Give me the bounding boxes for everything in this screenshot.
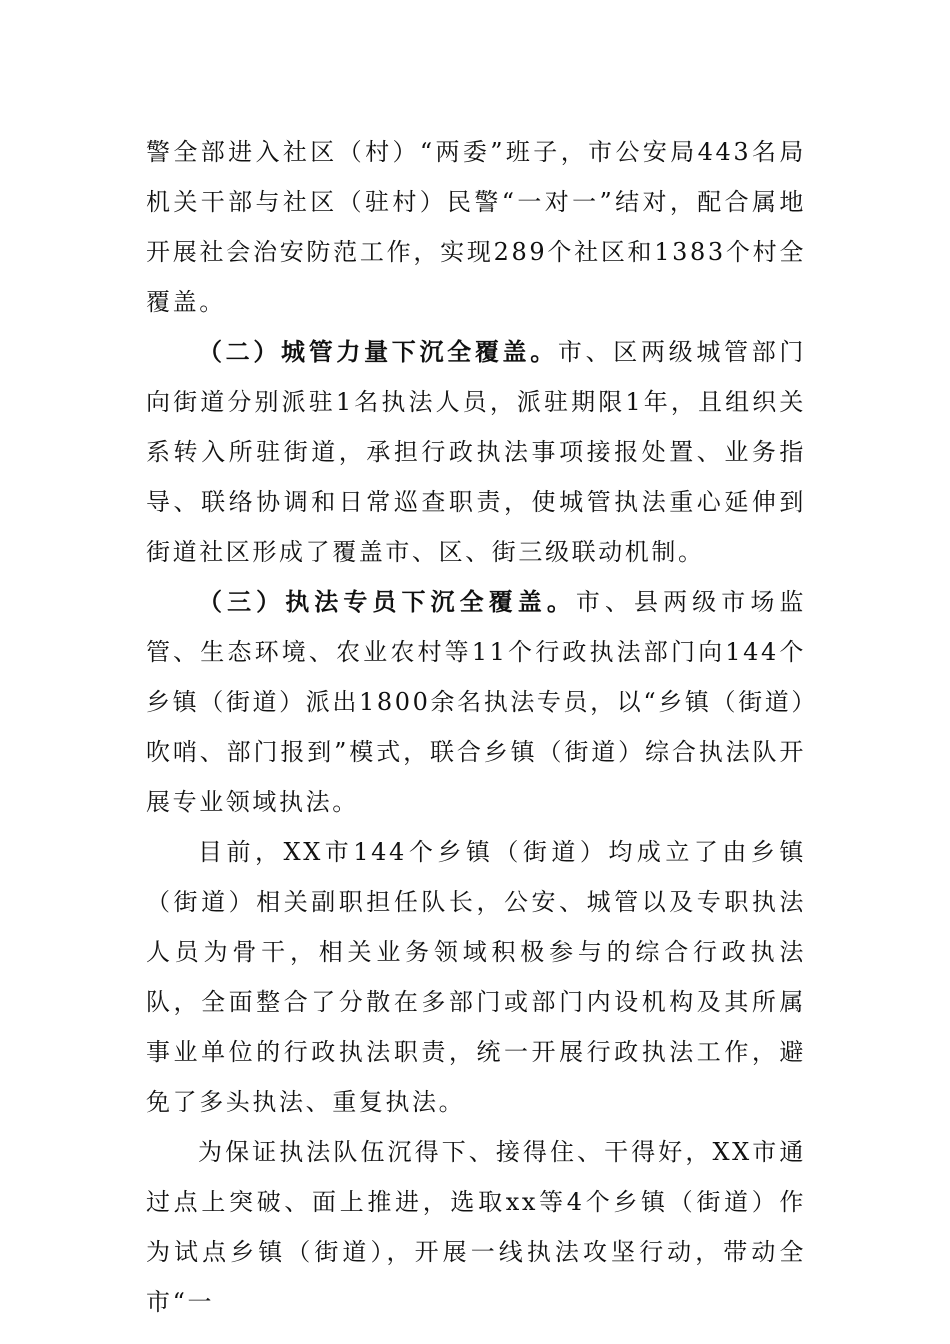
paragraph-text: 警全部进入社区（村）“两委”班子，市公安局443名局机关干部与社区（驻村）民警“一对一”结对，配合属地开展社会治安防范工作，实现289个社区和1383个村全覆盖。 xyxy=(146,138,806,316)
document-body xyxy=(146,127,806,1327)
paragraph-text: 目前，XX市144个乡镇（街道）均成立了由乡镇（街道）相关副职担任队长，公安、城管以及专职执法人员为骨干，相关业务领域积极参与的综合行政执法队，全面整合了分散在多部门或部门内设机构及其所属事业单位的行政执法职责，统一开展行政执法工作，避免了多头执法、重复执法。 xyxy=(146,838,806,1116)
paragraph-urban-management xyxy=(146,327,806,577)
paragraph-current-status xyxy=(146,827,806,1127)
paragraph-pilot-towns xyxy=(146,1127,806,1327)
section-heading-enforcement-specialists: （三）执法专员下沉全覆盖。 xyxy=(198,587,576,616)
paragraph-text: 为保证执法队伍沉得下、接得住、干得好，XX市通过点上突破、面上推进，选取xx等4个乡镇（街道）作为试点乡镇（街道），开展一线执法攻坚行动，带动全市“一 xyxy=(146,1138,806,1316)
paragraph-text: 市、区两级城管部门向街道分别派驻1名执法人员，派驻期限1年，且组织关系转入所驻街道，承担行政执法事项接报处置、业务指导、联络协调和日常巡查职责，使城管执法重心延伸到街道社区形成了覆盖市、区、街三级联动机制。 xyxy=(146,338,806,566)
paragraph-enforcement-specialists xyxy=(146,577,806,827)
section-heading-urban-management: （二）城管力量下沉全覆盖。 xyxy=(198,337,558,366)
paragraph-text: 市、县两级市场监管、生态环境、农业农村等11个行政执法部门向144个乡镇（街道）派出1800余名执法专员，以“乡镇（街道）吹哨、部门报到”模式，联合乡镇（街道）综合执法队开展专业领域执法。 xyxy=(146,588,806,816)
paragraph-police-coverage xyxy=(146,127,806,327)
